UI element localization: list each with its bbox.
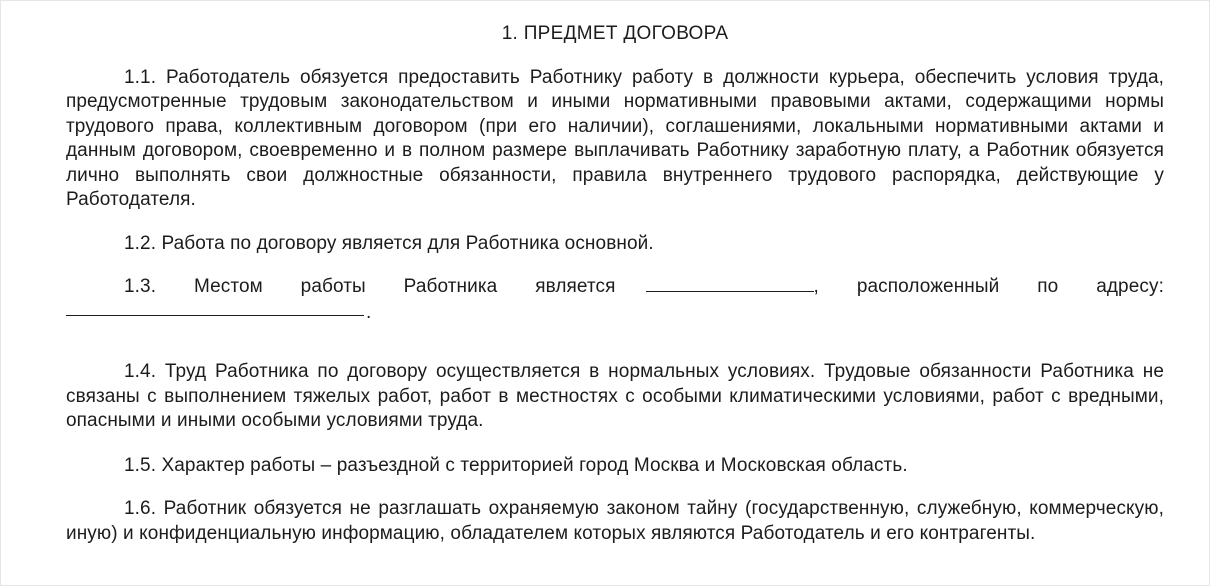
clause-1-3 xyxy=(66,275,1164,323)
clause-1-5: 1.5. Характер работы – разъездной с территорией город Москва и Московская область. xyxy=(124,454,908,476)
clause-1-3-word: Работника xyxy=(403,276,498,297)
clause-1-3-end: . xyxy=(366,301,372,323)
clause-1-4: 1.4. Труд Работника по договору осуществляется в нормальных условиях. Трудовые обязанности Работника не связаны с выполнением тяжелых работ, работ в местностях с особыми климатическими условиями, работ с вредными, опасными и иными особыми условиями труда. xyxy=(66,361,1164,431)
clause-1-3-word: является xyxy=(535,276,616,297)
clause-1-3-comma: , xyxy=(813,276,819,297)
clause-1-3-word: по xyxy=(1037,276,1059,297)
blank-workplace-field[interactable] xyxy=(646,290,814,292)
contract-document xyxy=(66,22,1164,546)
section-title: 1. ПРЕДМЕТ ДОГОВОРА xyxy=(501,23,729,44)
clause-1-2: 1.2. Работа по договору является для Работника основной. xyxy=(124,232,654,254)
clause-1-3-line xyxy=(66,275,1164,300)
clause-1-6: 1.6. Работник обязуется не разглашать охраняемую законом тайну (государственную, служебную, коммерческую, иную) и конфиденциальную информацию, обладателем которых являются Работодатель и его контрагенты. xyxy=(66,498,1164,544)
blank-address-field[interactable] xyxy=(66,314,364,316)
clause-1-3-word: Местом xyxy=(193,276,263,297)
clause-1-1: 1.1. Работодатель обязуется предоставить Работнику работу в должности курьера, обеспечить условия труда, предусмотренные трудовым законодательством и иными нормативными правовыми актами, содержащими нормы трудового права, коллективным договором (при его наличии), соглашениями, локальными нормативными актами и данным договором, своевременно и в полном размере выплачивать Работнику заработную плату, а Работник обязуется лично выполнять свои должностные обязанности, правила внутреннего трудового распорядка, действующие у Работодателя. xyxy=(66,66,1164,210)
clause-1-3-word: расположенный xyxy=(856,276,1000,297)
clause-1-3-word: работы xyxy=(300,276,366,297)
clause-1-3-number: 1.3. xyxy=(124,276,157,297)
clause-1-3-word: адресу: xyxy=(1096,276,1164,297)
